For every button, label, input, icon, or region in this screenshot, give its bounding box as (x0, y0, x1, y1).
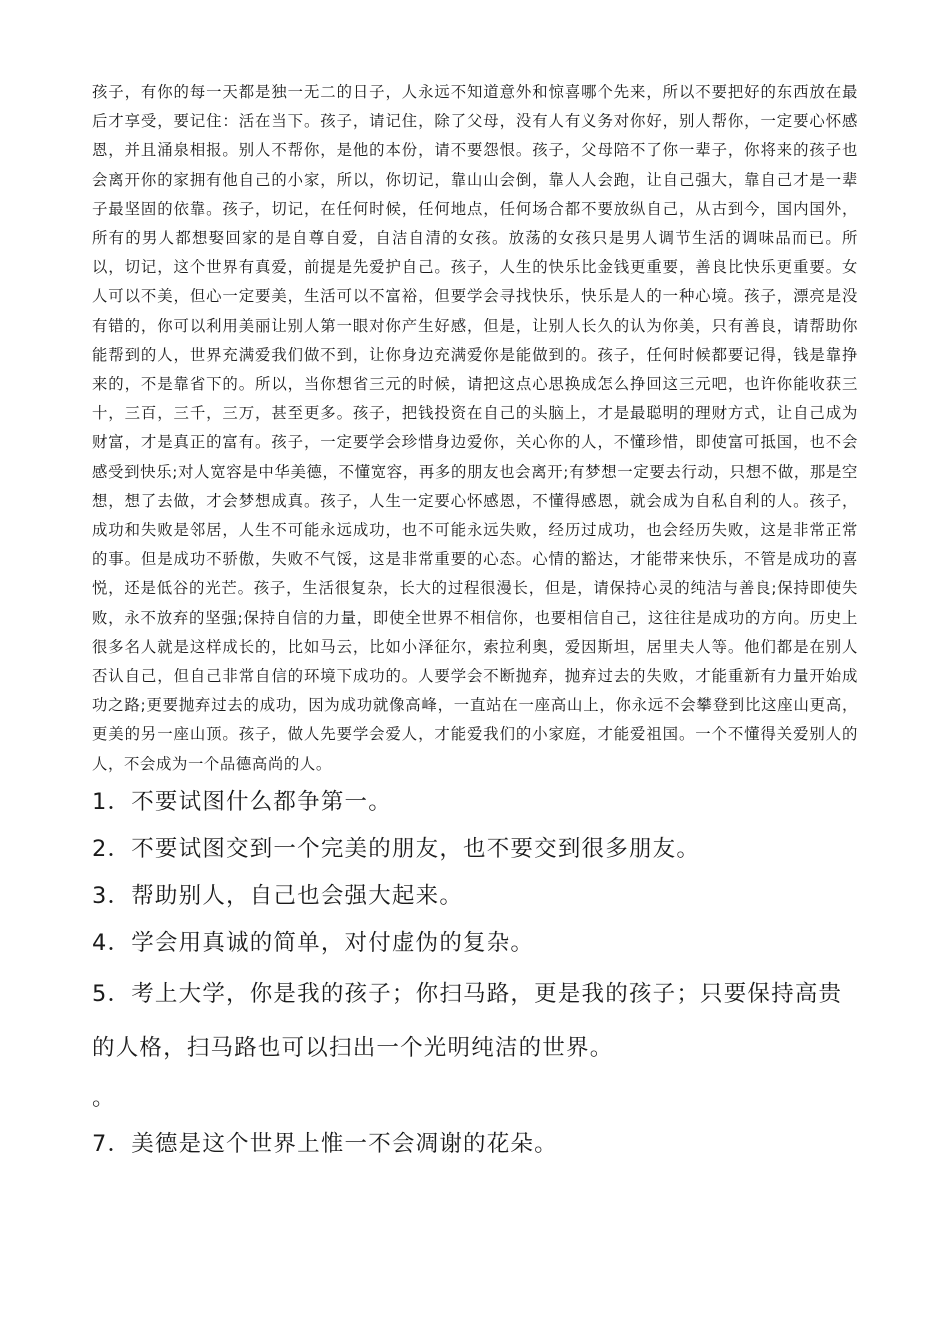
list-item: 2．不要试图交到一个完美的朋友，也不要交到很多朋友。 (92, 835, 701, 862)
body-paragraph: 孩子，有你的每一天都是独一无二的日子，人永远不知道意外和惊喜哪个先来，所以不要把好的东西放在最后才享受，要记住：活在当下。孩子，请记住，除了父母，没有人有义务对你好，别人帮你，一定要心怀感恩，并且涌泉相报。别人不帮你，是他的本份，请不要怨恨。孩子，父母陪不了你一辈子，你将来的孩子也会离开你的家拥有他自己的小家，所以，你切记，靠山山会倒，靠人人会跑，让自己强大，靠自己才是一辈子最坚固的依靠。孩子，切记，在任何时候，任何地点，任何场合都不要放纵自己，从古到今，国内国外，所有的男人都想娶回家的是自尊自爱，自洁自清的女孩。放荡的女孩只是男人调节生活的调味品而已。所以，切记，这个世界有真爱，前提是先爱护自己。孩子，人生的快乐比金钱更重要，善良比快乐更重要。女人可以不美，但心一定要美，生活可以不富裕，但要学会寻找快乐，快乐是人的一种心境。孩子，漂亮是没有错的，你可以利用美丽让别人第一眼对你产生好感，但是，让别人长久的认为你美，只有善良，请帮助你能帮到的人，世界充满爱我们做不到，让你身边充满爱你是能做到的。孩子，任何时候都要记得，钱是靠挣来的，不是靠省下的。所以，当你想省三元的时候，请把这点心思换成怎么挣回这三元吧，也许你能收获三十，三百，三千，三万，甚至更多。孩子，把钱投资在自己的头脑上，才是最聪明的理财方式，让自己成为财富，才是真正的富有。孩子，一定要学会珍惜身边爱你，关心你的人，不懂珍惜，即使富可抵国，也不会感受到快乐;对人宽容是中华美德，不懂宽容，再多的朋友也会离开;有梦想一定要去行动，只想不做，那是空想，想了去做，才会梦想成真。孩子，人生一定要心怀感恩，不懂得感恩，就会成为自私自利的人。孩子，成功和失败是邻居，人生不可能永远成功，也不可能永远失败，经历过成功，也会经历失败，这是非常正常的事。但是成功不骄傲，失败不气馁，这是非常重要的心态。心情的豁达，才能带来快乐，不管是成功的喜悦，还是低谷的光芒。孩子，生活很复杂，长大的过程很漫长，但是，请保持心灵的纯洁与善良;保持即使失败，永不放弃的坚强;保持自信的力量，即使全世界不相信你，也要相信自己，这往往是成功的方向。历史上很多名人就是这样成长的，比如马云，比如小泽征尔，索拉利奥，爱因斯坦，居里夫人等。他们都是在别人否认自己，但自己非常自信的环境下成功的。人要学会不断抛弃，抛弃过去的失败，才能重新有力量开始成功之路;更要抛弃过去的成功，因为成功就像高峰，一直站在一座高山上，你永远不会攀登到比这座山更高，更美的另一座山顶。孩子，做人先要学会爱人，才能爱我们的小家庭，才能爱祖国。一个不懂得关爱别人的人，不会成为一个品德高尚的人。 (92, 83, 858, 773)
document-page (92, 78, 858, 1168)
list-item: 。 (92, 1084, 116, 1111)
list-item: 4．学会用真诚的简单，对付虚伪的复杂。 (92, 929, 535, 956)
list-item: 7．美德是这个世界上惟一不会凋谢的花朵。 (92, 1130, 558, 1157)
list-item: 1．不要试图什么都争第一。 (92, 788, 392, 815)
list-item: 3．帮助别人，自己也会强大起来。 (92, 882, 464, 909)
advice-list (92, 779, 858, 1168)
list-item: 5．考上大学，你是我的孩子；你扫马路，更是我的孩子；只要保持高贵的人格，扫马路也可以扫出一个光明纯洁的世界。 (92, 980, 843, 1061)
